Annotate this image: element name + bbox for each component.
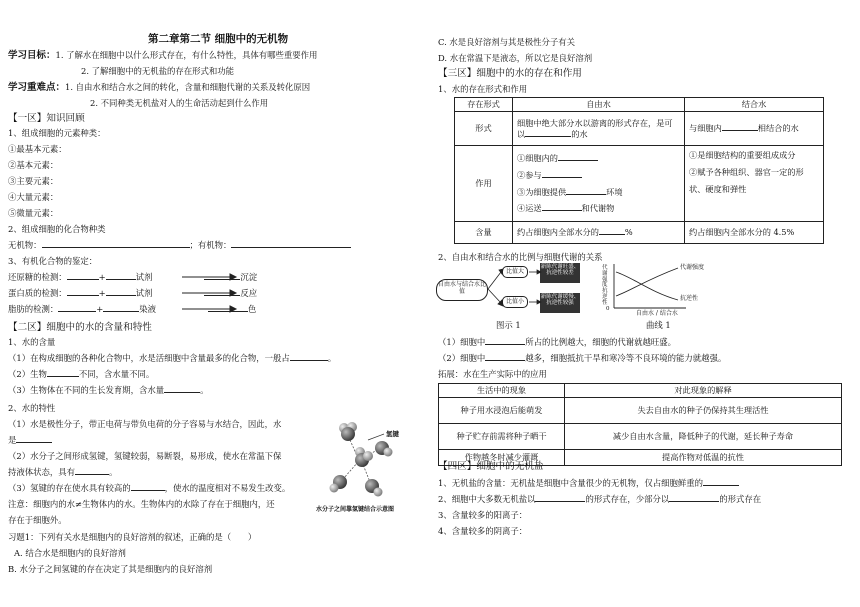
figure-caption: 水分子之间靠氢键结合示意图 bbox=[316, 506, 395, 513]
zone2-p1b bbox=[8, 435, 52, 446]
reagent-word: 染液 bbox=[139, 304, 157, 314]
goal-1: 1. 了解水在细胞中以什么形式存在，有什么特性，具体有哪些重要作用 bbox=[55, 50, 318, 60]
element-main: ③主要元素： bbox=[8, 176, 59, 186]
blank[interactable] bbox=[558, 153, 598, 161]
table-cell bbox=[685, 146, 824, 222]
zone2-l1 bbox=[8, 353, 336, 364]
curve-origin: 0 bbox=[606, 306, 610, 312]
option-b[interactable]: B. 水分子之间氢键的存在决定了其是细胞内的良好溶剂 bbox=[8, 564, 213, 574]
cell-text: 环境 bbox=[606, 186, 623, 197]
table-row-label: 作用 bbox=[455, 146, 513, 222]
zone3-p1-text: （1）细胞中 bbox=[438, 337, 486, 347]
organic-blank[interactable] bbox=[231, 240, 351, 248]
zone-1-heading: 【一区】知识回顾 bbox=[8, 113, 85, 124]
zone3-p1-text-b: 所占的比例越大，细胞的代谢就越旺盛。 bbox=[525, 337, 676, 347]
plus-sign: + bbox=[96, 304, 104, 314]
zone2-p3-text: （3）氢键的存在使水具有较高的 bbox=[8, 483, 131, 493]
blank[interactable] bbox=[703, 478, 739, 486]
zone4-l3: 3、含量较多的阳离子： bbox=[438, 510, 528, 520]
zone4-l1-text: 1、无机盐的含量：无机盐是细胞中含量很少的无机物，仅占细胞鲜重的 bbox=[438, 478, 703, 488]
zone3-p2-text-b: 越多，细胞抵抗干旱和寒冷等不良环境的能力就越强。 bbox=[525, 353, 727, 363]
option-a[interactable]: A. 结合水是细胞内的良好溶剂 bbox=[14, 548, 126, 558]
table-header: 自由水 bbox=[513, 98, 685, 112]
ratio-arrows bbox=[486, 266, 542, 312]
cell-text: 的水 bbox=[571, 128, 588, 139]
zone2-h1: 1、水的含量 bbox=[8, 337, 56, 347]
zone4-l2 bbox=[438, 494, 761, 505]
detect-fat-label: 脂肪的检测： bbox=[8, 304, 59, 314]
blank[interactable] bbox=[106, 272, 136, 280]
organic-label: ；有机物： bbox=[189, 240, 232, 250]
cell-text: ②参与 bbox=[517, 169, 542, 180]
zone2-l2-text: （2）生物 bbox=[8, 369, 47, 379]
zone4-l2-text-b: 的形式存在，少部分以 bbox=[585, 494, 670, 504]
element-macro: ④大量元素： bbox=[8, 192, 59, 202]
table-header: 生活中的现象 bbox=[439, 384, 565, 398]
table-cell: 减少自由水含量，降低种子的代谢，延长种子寿命 bbox=[565, 424, 842, 450]
hydrogen-bond-figure bbox=[322, 418, 418, 504]
element-micro: ⑤微量元素： bbox=[8, 208, 59, 218]
application-table bbox=[438, 383, 842, 466]
table-cell: 作物越冬时减少灌溉 bbox=[439, 450, 565, 466]
result-word: 色 bbox=[248, 304, 257, 314]
period: 。 bbox=[327, 353, 337, 363]
cell-text: 与细胞内 bbox=[689, 123, 722, 134]
result-word: 反应 bbox=[240, 288, 258, 298]
zone4-l2-text: 2、细胞中大多数无机盐以 bbox=[438, 494, 536, 504]
option-c[interactable]: C. 水是良好溶剂与其是极性分子有关 bbox=[438, 37, 576, 47]
zone2-p2b bbox=[8, 467, 117, 478]
table-row bbox=[439, 398, 842, 424]
ratio-small-node: 比值小 bbox=[502, 296, 528, 308]
table-row-label: 含量 bbox=[455, 222, 513, 244]
curve-ylabel: 代谢强度抗逆性 bbox=[602, 265, 608, 306]
resistance-curve bbox=[616, 272, 678, 300]
blank[interactable] bbox=[67, 272, 99, 280]
zone3-p2 bbox=[438, 353, 726, 364]
goal-2: 2. 了解细胞中的无机盐的存在形式和功能 bbox=[81, 66, 235, 76]
blank[interactable] bbox=[47, 369, 79, 377]
zone2-l1-text: （1）在构成细胞的各种化合物中，水是活细胞中含量最多的化合物，一般占 bbox=[8, 353, 290, 363]
blank[interactable] bbox=[103, 304, 139, 312]
cell-text: ④运送 bbox=[517, 203, 542, 214]
ratio-main-node: 自由水与结合水比值 bbox=[436, 279, 488, 301]
table-cell bbox=[513, 112, 685, 146]
zone3-h1: 1、水的存在形式和作用 bbox=[438, 84, 528, 94]
blank[interactable] bbox=[164, 385, 200, 393]
table-cell: 提高作物对低温的抗性 bbox=[565, 450, 842, 466]
blank[interactable] bbox=[566, 187, 606, 195]
period: 。 bbox=[200, 385, 209, 395]
zone2-h2: 2、水的特性 bbox=[8, 403, 56, 413]
exercise-question: 习题1：下列有关水是细胞内的良好溶剂的叙述，正确的是（ ） bbox=[8, 532, 257, 542]
cell-text: ①是细胞结构的重要组成成分 bbox=[689, 150, 796, 160]
zone1-q1: 1、组成细胞的元素种类： bbox=[8, 128, 106, 138]
zone2-note2: 存在于细胞外。 bbox=[8, 515, 67, 525]
metabolism-curve bbox=[616, 268, 678, 296]
blank[interactable] bbox=[535, 494, 585, 502]
zone3-p2-text: （2）细胞中 bbox=[438, 353, 486, 363]
zone4-l4: 4、含量较多的阴离子： bbox=[438, 526, 528, 536]
cell-text: 约占细胞内全部水分的 bbox=[517, 227, 599, 238]
blank[interactable] bbox=[669, 494, 719, 502]
blank[interactable] bbox=[58, 304, 96, 312]
blank[interactable] bbox=[290, 353, 328, 361]
plus-sign: + bbox=[98, 272, 106, 282]
cell-text: 以 bbox=[517, 128, 526, 139]
zone2-l3-text: （3）生物体在不同的生长发育期，含水量 bbox=[8, 385, 165, 395]
inorganic-blank[interactable] bbox=[42, 240, 190, 248]
cell-text: 状、硬度和弹性 bbox=[689, 183, 747, 194]
detect-sugar-label: 还原糖的检测： bbox=[8, 272, 67, 282]
cell-text: 相结合的水 bbox=[757, 123, 799, 134]
zone4-l2-text-c: 的形式存在 bbox=[719, 494, 762, 504]
table-row-label: 形式 bbox=[455, 112, 513, 146]
cell-text: 细胞中绝大部分水以游离的形式存在，是可 bbox=[517, 118, 673, 129]
blank[interactable] bbox=[16, 435, 52, 443]
hbond-label: 氢键 bbox=[386, 430, 399, 438]
figure-1-caption: 图示 1 bbox=[496, 320, 521, 330]
table-header: 存在形式 bbox=[455, 98, 513, 112]
reagent-word: 试剂 bbox=[135, 272, 153, 282]
blank[interactable] bbox=[542, 170, 582, 178]
blank[interactable] bbox=[485, 353, 525, 361]
zone2-note: 注意：细胞内的水≠生物体内的水。生物体内的水除了存在于细胞内，还 bbox=[8, 499, 275, 509]
table-cell: 约占细胞内全部水分的 4.5% bbox=[685, 222, 824, 244]
ratio-big-node: 比值大 bbox=[502, 266, 528, 278]
zone-3-heading: 【三区】细胞中的水的存在和作用 bbox=[438, 68, 582, 79]
keys-line-1 bbox=[8, 82, 310, 94]
option-d[interactable]: D. 水在常温下是液态，所以它是良好溶剂 bbox=[438, 53, 593, 63]
result-word: 沉淀 bbox=[240, 272, 258, 282]
zone2-l3 bbox=[8, 385, 208, 396]
key-1: 1. 自由水和结合水之间的转化，含量和细胞代谢的关系及转化原因 bbox=[65, 82, 311, 92]
curve-label-metabolism: 代谢强度 bbox=[680, 264, 705, 271]
curve-label-resistance: 抗逆性 bbox=[680, 295, 699, 302]
blank[interactable] bbox=[485, 337, 525, 345]
zone2-p3-text-b: ，使水的温度相对不易发生改变。 bbox=[164, 483, 291, 493]
detect-protein-label: 蛋白质的检测： bbox=[8, 288, 67, 298]
goals-label: 学习目标： bbox=[8, 50, 56, 61]
plus-sign: + bbox=[98, 288, 106, 298]
zone2-p3 bbox=[8, 483, 290, 494]
cell-text: 和代谢物 bbox=[581, 203, 615, 214]
zone2-l2-text-b: 不同，含水量不同。 bbox=[78, 369, 155, 379]
blank[interactable] bbox=[542, 203, 582, 211]
zone-2-heading: 【二区】细胞中的水的含量和特性 bbox=[8, 322, 152, 333]
inorganic-label: 无机物： bbox=[8, 240, 42, 250]
zone4-l1 bbox=[438, 478, 739, 489]
water-form-table bbox=[454, 97, 824, 244]
ratio-result-2: 新陈代谢缓慢、抗逆性较强 bbox=[540, 293, 580, 313]
zone1-q2: 2、组成细胞的化合物种类 bbox=[8, 224, 106, 234]
blank[interactable] bbox=[75, 467, 109, 475]
key-2: 2. 不同种类无机盐对人的生命活动起到什么作用 bbox=[90, 98, 269, 108]
blank[interactable] bbox=[722, 123, 758, 131]
zone2-l2 bbox=[8, 369, 154, 380]
compound-line bbox=[8, 240, 351, 251]
period: 。 bbox=[109, 467, 118, 477]
keys-label: 学习重难点： bbox=[8, 82, 66, 93]
page-title: 第二章第二节 细胞中的无机物 bbox=[148, 33, 289, 45]
table-cell bbox=[513, 222, 685, 244]
extension-title: 拓展：水在生产实际中的应用 bbox=[438, 369, 547, 379]
table-header: 结合水 bbox=[685, 98, 824, 112]
zone2-p2: （2）水分子之间形成氢键，氢键较弱，易断裂，易形成，使水在常温下保 bbox=[8, 451, 282, 461]
blank[interactable] bbox=[599, 227, 625, 235]
blank[interactable] bbox=[525, 129, 571, 137]
zone2-p2b-text: 持液体状态，具有 bbox=[8, 467, 75, 477]
cell-text: ②赋予各种组织、器官一定的形 bbox=[689, 166, 804, 177]
curve-xlabel: 自由水 / 结合水 bbox=[636, 310, 678, 317]
blank[interactable] bbox=[131, 483, 165, 491]
zone2-p1b-text: 是 bbox=[8, 435, 17, 445]
zone3-h2: 2、自由水和结合水的比例与细胞代谢的关系 bbox=[438, 252, 603, 262]
blank[interactable] bbox=[67, 288, 99, 296]
table-cell bbox=[685, 112, 824, 146]
table-cell bbox=[513, 146, 685, 222]
zone2-p1: （1）水是极性分子，带正电荷与带负电荷的分子容易与水结合，因此，水 bbox=[8, 419, 282, 429]
table-cell: 种子贮存前需将种子晒干 bbox=[439, 424, 565, 450]
table-cell: 失去自由水的种子仍保持其生理活性 bbox=[565, 398, 842, 424]
blank[interactable] bbox=[106, 288, 136, 296]
curve-1-caption: 曲线 1 bbox=[646, 320, 671, 330]
cell-text: % bbox=[624, 227, 633, 238]
zone3-p1 bbox=[438, 337, 676, 348]
goals-line-1 bbox=[8, 50, 317, 62]
zone1-q3: 3、有机化合物的鉴定： bbox=[8, 256, 98, 266]
ratio-result-1: 新陈代谢旺盛、抗逆性较差 bbox=[540, 263, 580, 283]
cell-text: ③为细胞提供 bbox=[517, 186, 567, 197]
cell-text: ①细胞内的 bbox=[517, 152, 558, 163]
element-base: ②基本元素： bbox=[8, 160, 59, 170]
element-basic: ①最基本元素： bbox=[8, 144, 67, 154]
zone-4-heading: 【四区】细胞中的无机盐 bbox=[438, 461, 544, 472]
table-cell: 种子用水浸泡后能萌发 bbox=[439, 398, 565, 424]
table-row bbox=[439, 424, 842, 450]
reagent-word: 试剂 bbox=[135, 288, 153, 298]
detect-arrows bbox=[180, 272, 240, 316]
table-header: 对此现象的解释 bbox=[565, 384, 842, 398]
